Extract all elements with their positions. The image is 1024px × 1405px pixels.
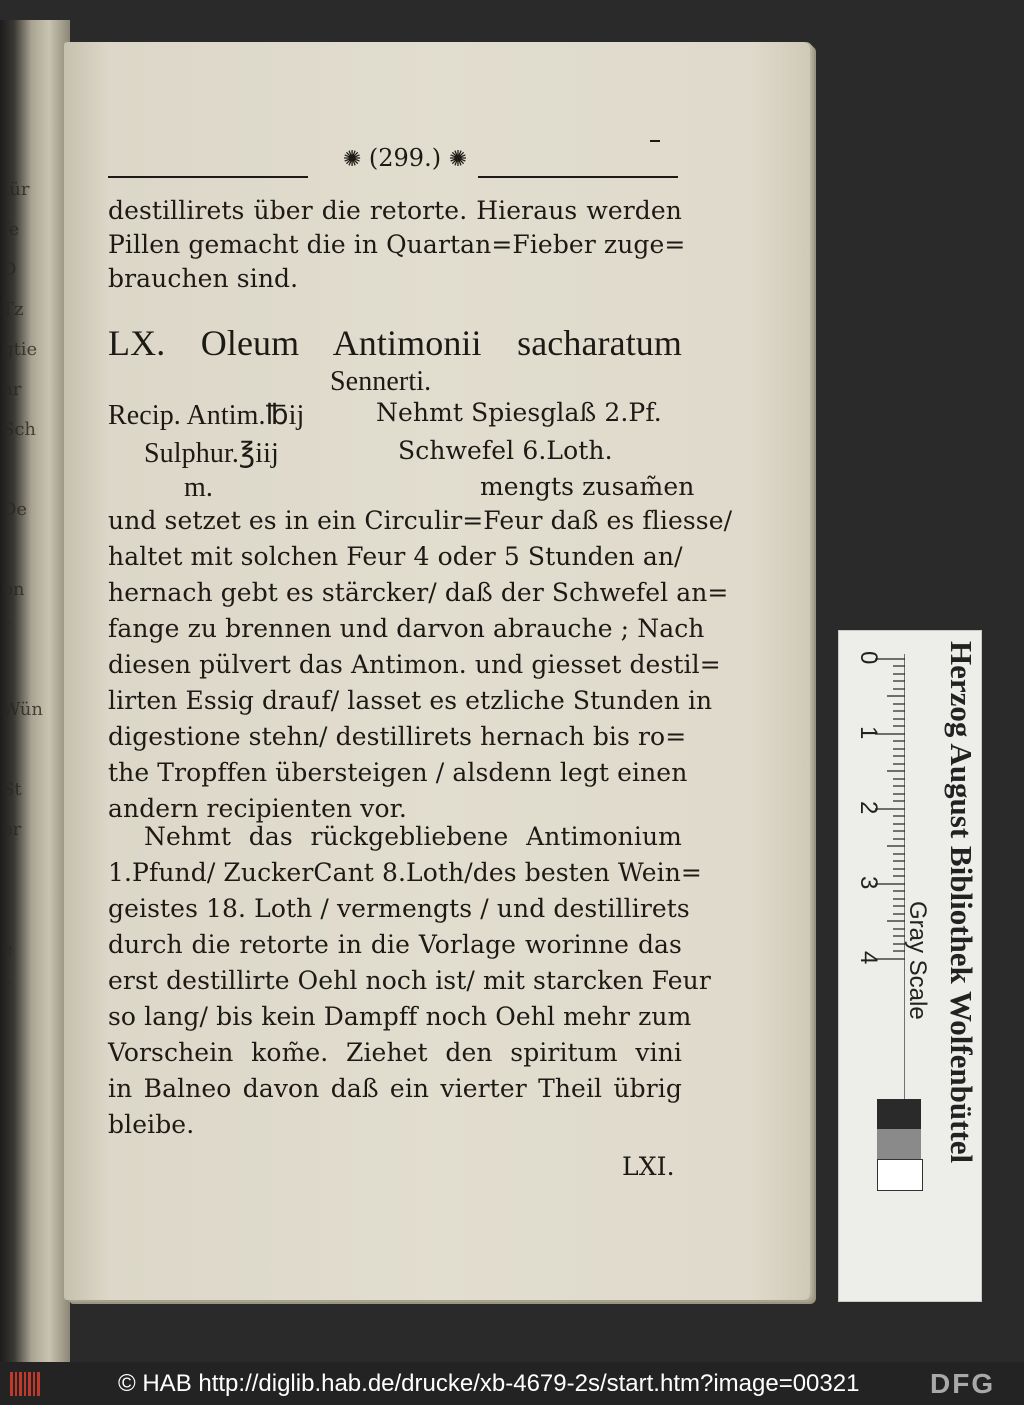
scale-strip xyxy=(838,630,982,1302)
library-label xyxy=(941,641,981,1291)
svg-text:1: 1 xyxy=(855,726,882,740)
page-number xyxy=(320,144,490,172)
header-rule-left xyxy=(108,176,308,178)
text-line: Vorschein kom̃e. Ziehet den spiritum vini xyxy=(108,1038,682,1067)
section-heading: LX. Oleum Antimonii sacharatum xyxy=(108,323,682,363)
recipe-left: m. xyxy=(184,472,213,503)
text-line: 1.Pfund/ ZuckerCant 8.Loth/des besten Wein= xyxy=(108,858,702,887)
copyright-link[interactable]: © HAB http://diglib.hab.de/drucke/xb-4679-2s/start.htm?image=00321 xyxy=(118,1370,860,1397)
gray-scale-text: Gray Scale xyxy=(904,901,931,1020)
recipe-left: Sulphur.℥iij xyxy=(144,438,279,469)
text-line: und setzet es in ein Circulir=Feur daß es fliesse/ xyxy=(108,506,733,535)
text-line: hernach gebt es stärcker/ daß der Schwefel an= xyxy=(108,578,729,607)
left-page-fragments: tür fe D Tz gtie ar Sch De on f Wün St er e f xyxy=(2,179,43,1000)
svg-text:4: 4 xyxy=(855,951,882,965)
recipe-left: Recip. Antim.℔ij xyxy=(108,400,305,431)
text-line: lirten Essig drauf/ lasset es etzliche Stunden in xyxy=(108,686,713,715)
corner-mark xyxy=(650,140,660,142)
text-line: Pillen gemacht die in Quartan=Fieber zuge= xyxy=(108,230,686,259)
gray-swatch-dark xyxy=(877,1099,921,1129)
recipe-right: Schwefel 6.Loth. xyxy=(398,436,613,465)
ornament-icon: ✺ xyxy=(342,147,362,172)
svg-text:3: 3 xyxy=(855,876,882,890)
text-line: in Balneo davon daß ein vierter Theil übrig xyxy=(108,1074,682,1103)
text-line: so lang/ bis kein Dampff noch Oehl mehr zum xyxy=(108,1002,692,1031)
running-header xyxy=(108,142,678,186)
gray-swatch-mid xyxy=(877,1129,921,1159)
text-line: brauchen sind. xyxy=(108,264,299,293)
dfg-logo: DFG xyxy=(930,1368,996,1399)
text-line: the Tropffen übersteigen / alsdenn legt einen xyxy=(108,758,688,787)
text-line: fange zu brennen und darvon abrauche ; Nach xyxy=(108,614,705,643)
section-subheading: Sennerti. xyxy=(330,366,432,397)
ruler-icon xyxy=(845,639,905,1129)
page-number-text: (299.) xyxy=(368,144,442,172)
text-line: Nehmt das rückgebliebene Antimonium xyxy=(144,822,682,851)
left-page-edge xyxy=(0,20,70,1362)
text-line: geistes 18. Loth / vermengts / und destillirets xyxy=(108,894,690,923)
header-rule-right xyxy=(478,176,678,178)
text-line: bleibe. xyxy=(108,1110,195,1139)
svg-text:2: 2 xyxy=(855,801,882,815)
catchword: LXI. xyxy=(622,1152,675,1181)
svg-text:0: 0 xyxy=(855,651,882,665)
footer-bar xyxy=(0,1362,1024,1405)
recipe-right: Nehmt Spiesglaß 2.Pf. xyxy=(376,398,662,427)
gray-swatch-light xyxy=(877,1159,923,1191)
recipe-right: mengts zusam̃en xyxy=(480,472,695,501)
text-line: digestione stehn/ destillirets hernach bis ro= xyxy=(108,722,687,751)
text-line: erst destillirte Oehl noch ist/ mit starcken Feur xyxy=(108,966,711,995)
ornament-icon: ✺ xyxy=(448,147,468,172)
text-line: durch die retorte in die Vorlage worinne das xyxy=(108,930,682,959)
text-line: haltet mit solchen Feur 4 oder 5 Stunden an/ xyxy=(108,542,683,571)
library-name: Herzog August Bibliothek Wolfenbüttel xyxy=(944,641,979,1164)
barcode-icon xyxy=(10,1370,40,1398)
text-line: diesen pülvert das Antimon. und giesset destil= xyxy=(108,650,721,679)
text-line: andern recipienten vor. xyxy=(108,794,407,823)
text-line: destillirets über die retorte. Hieraus werden xyxy=(108,196,682,225)
